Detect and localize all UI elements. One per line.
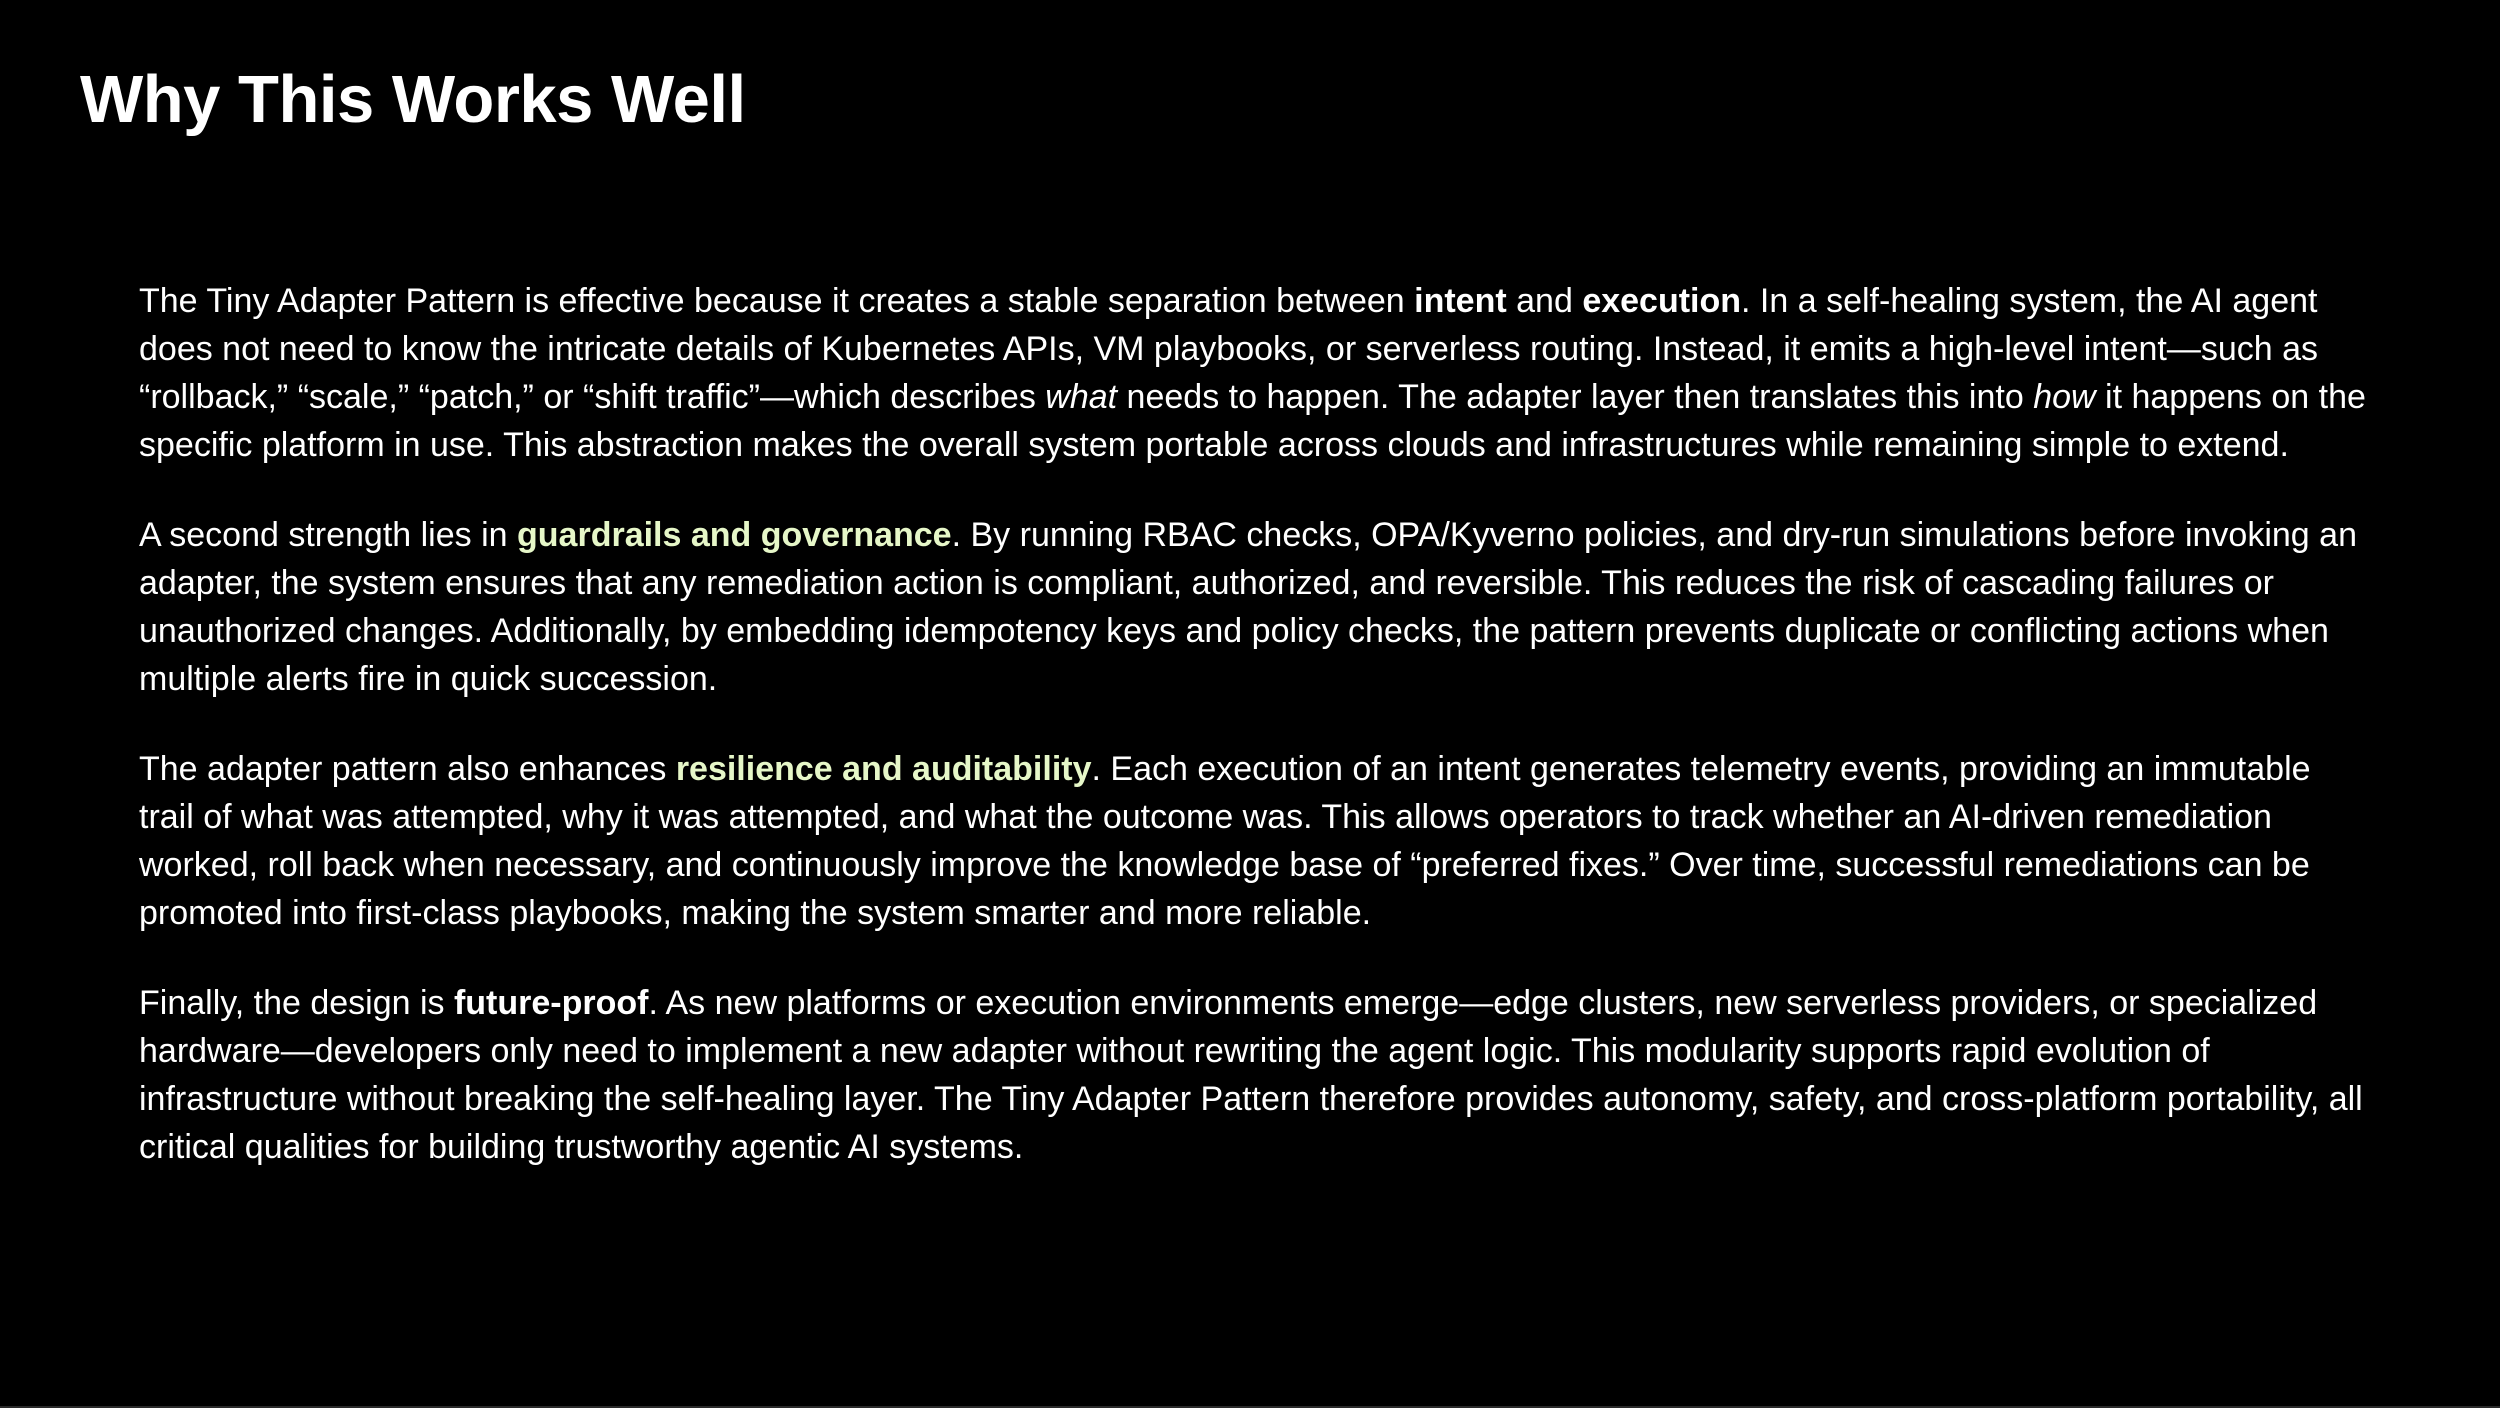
paragraph-text: needs to happen. The adapter layer then translates this into [1117,378,2034,416]
paragraph-text: The Tiny Adapter Pattern is effective because it creates a stable separation between [139,282,1415,320]
italic-what: what [1045,378,1118,416]
paragraph-text: and [1506,282,1583,320]
paragraph-future-proof [139,979,2369,1171]
emphasis-execution: execution [1582,282,1742,320]
paragraph-separation [139,277,2369,469]
paragraph-text: . Each execution of an intent generates telemetry events, providing an immutable trail of what was attempted, why it was attempted, and what the outcome was. This allows operators to track whether an AI-driven remediation worked, roll back when necessary, and continuously improve the knowledge base of “preferred fixes.” Over time, successful remediations can be promoted into first-class playbooks, making the system smarter and more reliable. [139,750,2311,932]
highlight-guardrails: guardrails and governance [517,516,952,554]
slide-title: Why This Works Well [80,62,746,137]
paragraph-text: A second strength lies in [139,516,518,554]
paragraph-text: The adapter pattern also enhances [139,750,676,788]
emphasis-future-proof: future-proof [453,984,649,1022]
paragraph-guardrails [139,511,2369,703]
highlight-resilience: resilience and auditability [675,750,1092,788]
paragraph-resilience [139,745,2369,937]
paragraph-text: it happens on the specific platform in use. This abstraction makes the overall system portable across clouds and infrastructures while remaining simple to extend. [139,378,2366,464]
emphasis-intent: intent [1414,282,1507,320]
paragraph-text: Finally, the design is [139,984,454,1022]
paragraph-text: . In a self-healing system, the AI agent does not need to know the intricate details of Kubernetes APIs, VM playbooks, or serverless routing. Instead, it emits a high-level intent—such as “rollback,” “scale,” “patch,” or “shift traffic”—which describes [139,282,2319,416]
paragraph-text: . As new platforms or execution environments emerge—edge clusters, new serverless providers, or specialized hardware—developers only need to implement a new adapter without rewriting the agent logic. This modularity supports rapid evolution of infrastructure without breaking the self-healing layer. The Tiny Adapter Pattern therefore provides autonomy, safety, and cross-platform portability, all critical qualities for building trustworthy agentic AI systems. [139,984,2363,1166]
paragraph-text: . By running RBAC checks, OPA/Kyverno policies, and dry-run simulations before invoking an adapter, the system ensures that any remediation action is compliant, authorized, and reversible. This reduces the risk of cascading failures or unauthorized changes. Additionally, by embedding idempotency keys and policy checks, the pattern prevents duplicate or conflicting actions when multiple alerts fire in quick succession. [139,516,2357,698]
italic-how: how [2033,378,2096,416]
slide-body [139,277,2369,1171]
